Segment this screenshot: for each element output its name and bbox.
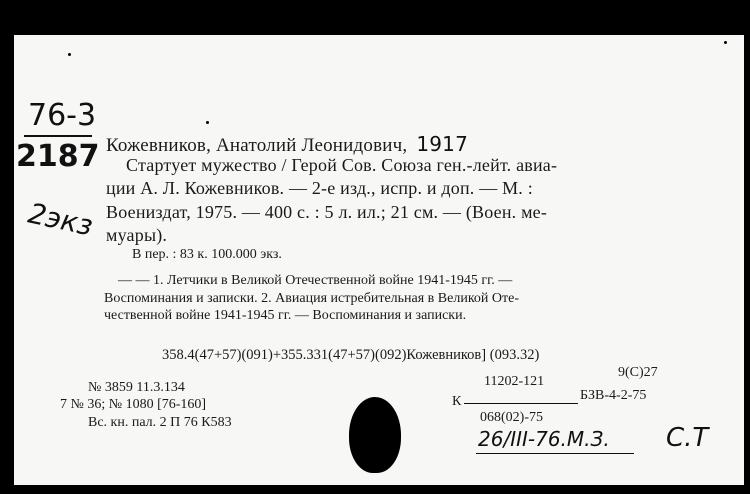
handwritten-mark: С.Т [666, 423, 709, 453]
title-line-4: муары). [106, 225, 168, 245]
catalog-info-line-3: Вс. кн. пал. 2 П 76 К583 [88, 415, 232, 430]
copies-handwritten-note: 2экз [25, 196, 96, 243]
classification-line-2: 9(С)27 [618, 365, 658, 380]
handwritten-date-underline [476, 453, 634, 454]
classification-line-1: 358.4(47+57)(091)+355.331(47+57)(092)Кожевников] (093.32) [162, 347, 540, 363]
punched-hole [349, 397, 401, 473]
title-line-2: ции А. Л. Кожевников. — 2-е изд., испр. и доп. — М. : [106, 178, 533, 198]
ink-speck [68, 53, 71, 56]
author-birth-year: 1917 [416, 132, 469, 156]
code-k-prefix: К [452, 394, 462, 409]
author-name: Кожевников, Анатолий Леонидович, [106, 135, 408, 156]
catalog-info-line-1: № 3859 11.3.134 [88, 380, 185, 395]
title-line-1: Стартует мужество / Герой Сов. Союза ген.-лейт. авиа- [126, 155, 558, 175]
handwritten-date: 26/III-76.М.З. [478, 427, 610, 451]
call-number-divider [24, 135, 92, 137]
subject-line-1: — — 1. Летчики в Великой Отечественной войне 1941-1945 гг. — [118, 273, 513, 288]
code-right: БЗВ-4-2-75 [580, 388, 647, 403]
subject-line-3: чественной войне 1941-1945 гг. — Воспоминания и записки. [104, 308, 467, 323]
code-top: 11202-121 [484, 374, 545, 389]
ink-speck [724, 41, 727, 44]
code-rule [464, 403, 578, 404]
ink-speck [206, 121, 209, 124]
call-number-top: 76-3 [28, 98, 97, 133]
price-line: В пер. : 83 к. 100.000 экз. [132, 247, 282, 262]
title-line-3: Воениздат, 1975. — 400 с. : 5 л. ил.; 21 см. — (Воен. ме- [106, 202, 548, 222]
author-heading [106, 132, 468, 157]
subject-line-2: Воспоминания и записки. 2. Авиация истребительная в Великой Оте- [104, 291, 520, 306]
call-number-main: 2187 [16, 139, 100, 174]
catalog-info-line-2: 7 № 36; № 1080 [76-160] [60, 397, 207, 412]
code-bottom: 068(02)-75 [480, 410, 543, 425]
catalog-card [14, 35, 744, 485]
